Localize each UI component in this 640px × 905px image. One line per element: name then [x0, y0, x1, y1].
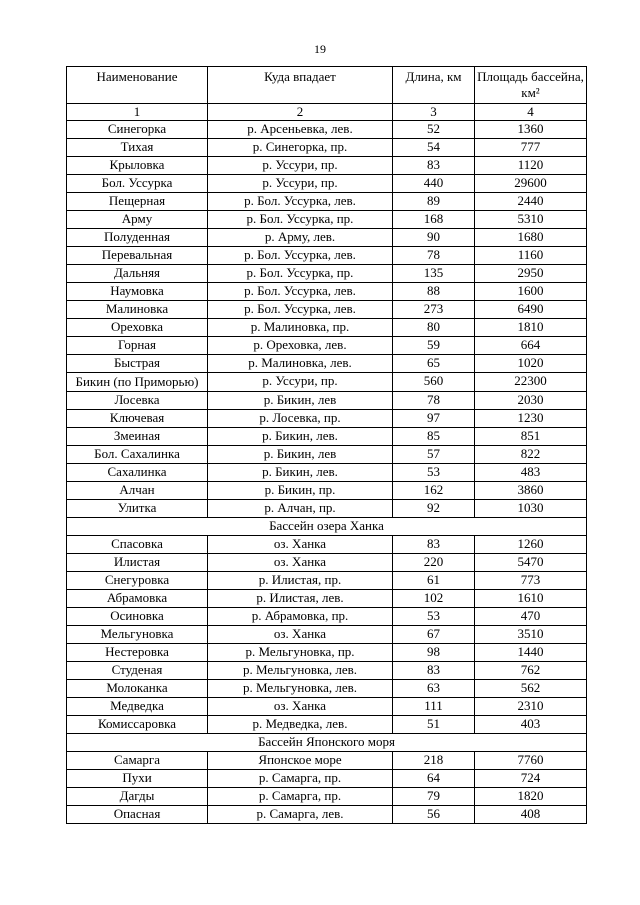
- table-row: [67, 157, 587, 175]
- area-cell: 2950: [475, 265, 587, 283]
- column-number: 4: [475, 104, 587, 121]
- length-cell: 102: [393, 590, 475, 608]
- river-name-cell: Пухи: [67, 770, 208, 788]
- table-row: [67, 626, 587, 644]
- table-row: [67, 572, 587, 590]
- area-cell: 1120: [475, 157, 587, 175]
- length-cell: 63: [393, 680, 475, 698]
- area-cell: 483: [475, 464, 587, 482]
- length-cell: 83: [393, 536, 475, 554]
- table-row: [67, 355, 587, 373]
- length-cell: 65: [393, 355, 475, 373]
- length-cell: 67: [393, 626, 475, 644]
- river-name-cell: Полуденная: [67, 229, 208, 247]
- area-cell: 1230: [475, 410, 587, 428]
- mouth-cell: р. Абрамовка, пр.: [208, 608, 393, 626]
- page-number: 19: [314, 42, 326, 56]
- section-row: [67, 734, 587, 752]
- section-title: Бассейн Японского моря: [67, 734, 587, 752]
- length-cell: 80: [393, 319, 475, 337]
- area-cell: 562: [475, 680, 587, 698]
- rivers-table: [66, 66, 587, 824]
- length-cell: 54: [393, 139, 475, 157]
- table-row: [67, 319, 587, 337]
- length-cell: 560: [393, 373, 475, 392]
- table-row: [67, 482, 587, 500]
- mouth-cell: р. Самарга, пр.: [208, 770, 393, 788]
- length-cell: 51: [393, 716, 475, 734]
- column-number: 3: [393, 104, 475, 121]
- area-cell: 777: [475, 139, 587, 157]
- area-cell: 1820: [475, 788, 587, 806]
- river-name-cell: Молоканка: [67, 680, 208, 698]
- mouth-cell: р. Арсеньевка, лев.: [208, 121, 393, 139]
- mouth-cell: р. Самарга, лев.: [208, 806, 393, 824]
- mouth-cell: р. Бол. Уссурка, лев.: [208, 301, 393, 319]
- river-name-cell: Пещерная: [67, 193, 208, 211]
- table-row: [67, 608, 587, 626]
- mouth-cell: р. Мельгуновка, лев.: [208, 680, 393, 698]
- table-row: [67, 410, 587, 428]
- river-name-cell: Студеная: [67, 662, 208, 680]
- area-cell: 5470: [475, 554, 587, 572]
- length-cell: 111: [393, 698, 475, 716]
- river-name-cell: Змеиная: [67, 428, 208, 446]
- mouth-cell: Японское море: [208, 752, 393, 770]
- length-cell: 440: [393, 175, 475, 193]
- river-name-cell: Улитка: [67, 500, 208, 518]
- table-row: [67, 752, 587, 770]
- mouth-cell: р. Бол. Уссурка, лев.: [208, 283, 393, 301]
- river-name-cell: Тихая: [67, 139, 208, 157]
- mouth-cell: оз. Ханка: [208, 554, 393, 572]
- area-cell: 1600: [475, 283, 587, 301]
- table-row: [67, 770, 587, 788]
- table-row: [67, 536, 587, 554]
- river-name-cell: Спасовка: [67, 536, 208, 554]
- table-row: [67, 680, 587, 698]
- area-cell: 3510: [475, 626, 587, 644]
- column-number: 2: [208, 104, 393, 121]
- length-cell: 92: [393, 500, 475, 518]
- mouth-cell: р. Уссури, пр.: [208, 157, 393, 175]
- area-cell: 822: [475, 446, 587, 464]
- table-row: [67, 806, 587, 824]
- length-cell: 83: [393, 662, 475, 680]
- area-cell: 1440: [475, 644, 587, 662]
- table-row: [67, 698, 587, 716]
- length-cell: 59: [393, 337, 475, 355]
- length-cell: 162: [393, 482, 475, 500]
- area-cell: 1020: [475, 355, 587, 373]
- mouth-cell: р. Синегорка, пр.: [208, 139, 393, 157]
- table-row: [67, 500, 587, 518]
- mouth-cell: р. Самарга, пр.: [208, 788, 393, 806]
- table-row: [67, 211, 587, 229]
- mouth-cell: р. Медведка, лев.: [208, 716, 393, 734]
- area-cell: 7760: [475, 752, 587, 770]
- area-cell: 724: [475, 770, 587, 788]
- river-name-cell: Арму: [67, 211, 208, 229]
- river-name-cell: Ключевая: [67, 410, 208, 428]
- mouth-cell: р. Арму, лев.: [208, 229, 393, 247]
- length-cell: 220: [393, 554, 475, 572]
- river-name-cell: Малиновка: [67, 301, 208, 319]
- mouth-cell: р. Уссури, пр.: [208, 175, 393, 193]
- area-cell: 3860: [475, 482, 587, 500]
- length-cell: 52: [393, 121, 475, 139]
- table-row: [67, 301, 587, 319]
- table-row: [67, 590, 587, 608]
- length-cell: 85: [393, 428, 475, 446]
- area-cell: 403: [475, 716, 587, 734]
- length-cell: 61: [393, 572, 475, 590]
- table-row: [67, 428, 587, 446]
- area-cell: 5310: [475, 211, 587, 229]
- area-cell: 1030: [475, 500, 587, 518]
- table-row: [67, 337, 587, 355]
- table-header-row: [67, 67, 587, 104]
- river-name-cell: Дальняя: [67, 265, 208, 283]
- mouth-cell: р. Мельгуновка, лев.: [208, 662, 393, 680]
- river-name-cell: Алчан: [67, 482, 208, 500]
- river-name-cell: Нестеровка: [67, 644, 208, 662]
- mouth-cell: р. Бикин, лев: [208, 446, 393, 464]
- river-name-cell: Горная: [67, 337, 208, 355]
- length-cell: 273: [393, 301, 475, 319]
- table-row: [67, 283, 587, 301]
- mouth-cell: оз. Ханка: [208, 536, 393, 554]
- river-name-cell: Снегуровка: [67, 572, 208, 590]
- river-name-cell: Опасная: [67, 806, 208, 824]
- table-row: [67, 373, 587, 392]
- table-row: [67, 265, 587, 283]
- area-cell: 2440: [475, 193, 587, 211]
- river-name-cell: Наумовка: [67, 283, 208, 301]
- river-name-cell: Дагды: [67, 788, 208, 806]
- length-cell: 88: [393, 283, 475, 301]
- table-row: [67, 139, 587, 157]
- length-cell: 78: [393, 247, 475, 265]
- river-name-cell: Быстрая: [67, 355, 208, 373]
- section-title: Бассейн озера Ханка: [67, 518, 587, 536]
- table-row: [67, 392, 587, 410]
- river-name-cell: Самарга: [67, 752, 208, 770]
- river-name-cell: Илистая: [67, 554, 208, 572]
- mouth-cell: р. Бикин, лев.: [208, 464, 393, 482]
- area-cell: 1610: [475, 590, 587, 608]
- column-number: 1: [67, 104, 208, 121]
- mouth-cell: р. Бол. Уссурка, пр.: [208, 265, 393, 283]
- mouth-cell: р. Илистая, лев.: [208, 590, 393, 608]
- river-name-cell: Ореховка: [67, 319, 208, 337]
- area-cell: 2030: [475, 392, 587, 410]
- mouth-cell: р. Мельгуновка, пр.: [208, 644, 393, 662]
- area-cell: 408: [475, 806, 587, 824]
- mouth-cell: р. Лосевка, пр.: [208, 410, 393, 428]
- header-mouth: Куда впадает: [208, 67, 393, 104]
- river-name-cell: Сахалинка: [67, 464, 208, 482]
- river-name-cell: Лосевка: [67, 392, 208, 410]
- mouth-cell: р. Бикин, лев: [208, 392, 393, 410]
- area-cell: 22300: [475, 373, 587, 392]
- table-row: [67, 121, 587, 139]
- header-length: Длина, км: [393, 67, 475, 104]
- length-cell: 53: [393, 464, 475, 482]
- header-name: Наименование: [67, 67, 208, 104]
- area-cell: 773: [475, 572, 587, 590]
- area-cell: 470: [475, 608, 587, 626]
- table-row: [67, 247, 587, 265]
- length-cell: 218: [393, 752, 475, 770]
- river-name-cell: Абрамовка: [67, 590, 208, 608]
- table-row: [67, 193, 587, 211]
- river-name-cell: Бол. Сахалинка: [67, 446, 208, 464]
- table-row: [67, 554, 587, 572]
- river-name-cell: Бол. Уссурка: [67, 175, 208, 193]
- river-name-cell: Комиссаровка: [67, 716, 208, 734]
- length-cell: 135: [393, 265, 475, 283]
- section-row: [67, 518, 587, 536]
- table-row: [67, 788, 587, 806]
- area-cell: 1360: [475, 121, 587, 139]
- column-number-row: [67, 104, 587, 121]
- length-cell: 79: [393, 788, 475, 806]
- area-cell: 1810: [475, 319, 587, 337]
- header-area: Площадь бассейна, км²: [475, 67, 587, 104]
- length-cell: 98: [393, 644, 475, 662]
- area-cell: 762: [475, 662, 587, 680]
- length-cell: 56: [393, 806, 475, 824]
- table-row: [67, 175, 587, 193]
- length-cell: 64: [393, 770, 475, 788]
- mouth-cell: р. Малиновка, лев.: [208, 355, 393, 373]
- mouth-cell: р. Алчан, пр.: [208, 500, 393, 518]
- area-cell: 1260: [475, 536, 587, 554]
- length-cell: 78: [393, 392, 475, 410]
- length-cell: 83: [393, 157, 475, 175]
- area-cell: 29600: [475, 175, 587, 193]
- area-cell: 2310: [475, 698, 587, 716]
- table-row: [67, 446, 587, 464]
- table-row: [67, 229, 587, 247]
- table-row: [67, 716, 587, 734]
- mouth-cell: оз. Ханка: [208, 698, 393, 716]
- table-row: [67, 464, 587, 482]
- mouth-cell: р. Уссури, пр.: [208, 373, 393, 392]
- river-name-cell: Мельгуновка: [67, 626, 208, 644]
- mouth-cell: р. Малиновка, пр.: [208, 319, 393, 337]
- length-cell: 168: [393, 211, 475, 229]
- area-cell: 851: [475, 428, 587, 446]
- length-cell: 89: [393, 193, 475, 211]
- river-name-cell: Перевальная: [67, 247, 208, 265]
- area-cell: 6490: [475, 301, 587, 319]
- mouth-cell: р. Бол. Уссурка, пр.: [208, 211, 393, 229]
- area-cell: 1680: [475, 229, 587, 247]
- river-name-cell: Осиновка: [67, 608, 208, 626]
- table-row: [67, 662, 587, 680]
- area-cell: 664: [475, 337, 587, 355]
- length-cell: 53: [393, 608, 475, 626]
- table-row: [67, 644, 587, 662]
- mouth-cell: р. Илистая, пр.: [208, 572, 393, 590]
- length-cell: 97: [393, 410, 475, 428]
- length-cell: 57: [393, 446, 475, 464]
- mouth-cell: р. Бол. Уссурка, лев.: [208, 247, 393, 265]
- mouth-cell: р. Бикин, лев.: [208, 428, 393, 446]
- mouth-cell: р. Бол. Уссурка, лев.: [208, 193, 393, 211]
- river-name-cell: Медведка: [67, 698, 208, 716]
- river-name-cell: Бикин (по Приморью): [67, 373, 208, 392]
- river-name-cell: Синегорка: [67, 121, 208, 139]
- mouth-cell: р. Бикин, пр.: [208, 482, 393, 500]
- river-name-cell: Крыловка: [67, 157, 208, 175]
- mouth-cell: оз. Ханка: [208, 626, 393, 644]
- length-cell: 90: [393, 229, 475, 247]
- mouth-cell: р. Ореховка, лев.: [208, 337, 393, 355]
- area-cell: 1160: [475, 247, 587, 265]
